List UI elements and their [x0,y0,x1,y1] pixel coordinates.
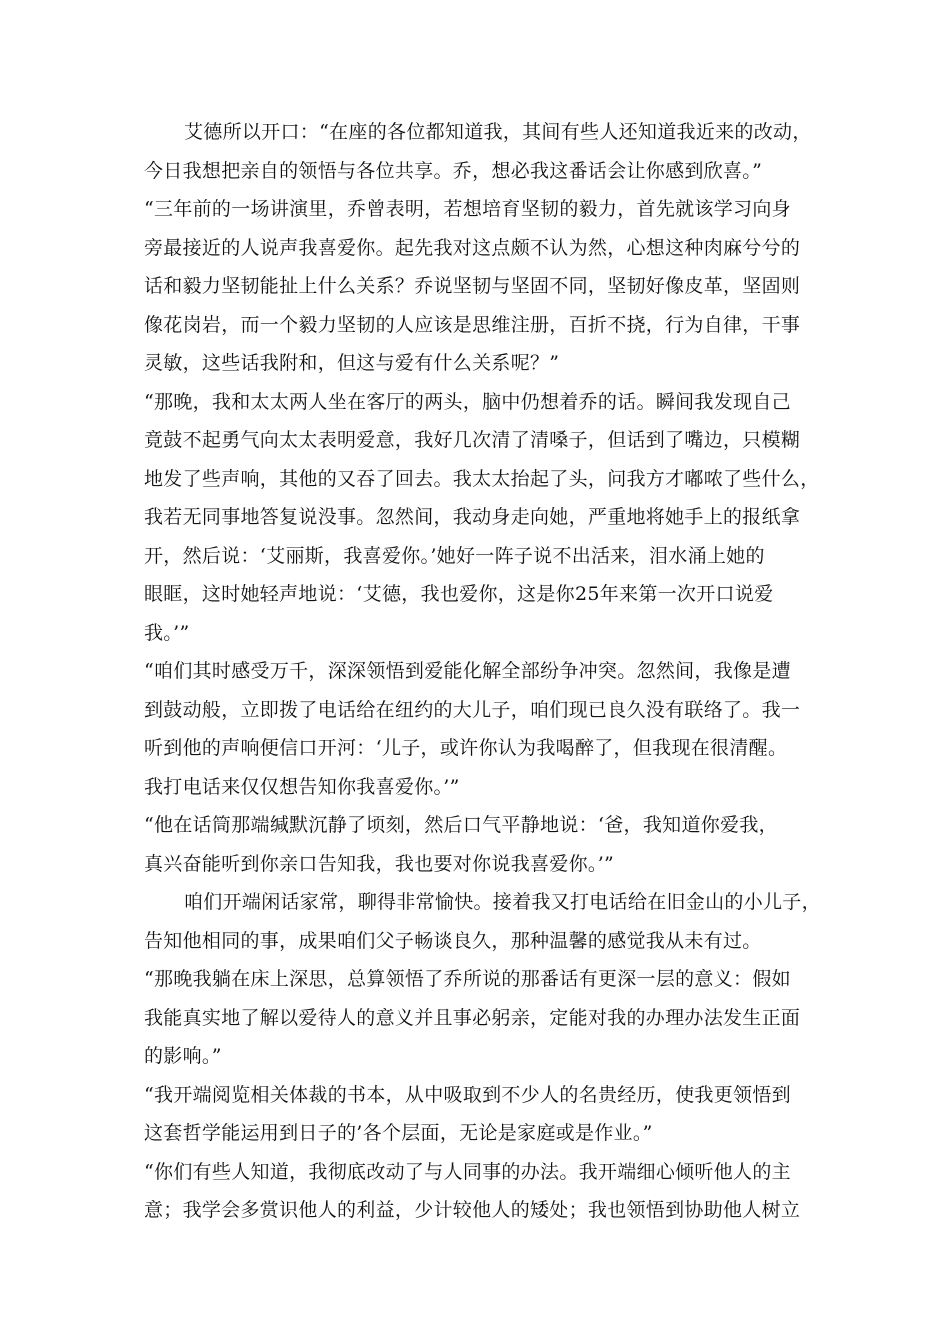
body-text [144,113,844,1230]
text-line: 灵敏，这些话我附和，但这与爱有什么关系呢？” [144,352,560,374]
text-line: 眼眶，这时她轻声地说：‘艾德，我也爱你，这是你25年来第一次开口说爱 [144,583,774,605]
text-line: 我若无同事地答复说没事。忽然间，我动身走向她，严重地将她手上的报纸拿 [144,506,801,528]
text-line: 听到他的声响便信口开河：‘儿子，或许你认为我喝醉了，但我现在很清醒。 [144,737,788,759]
text-line: “三年前的一场讲演里，乔曾表明，若想培育坚韧的毅力，首先就该学习向身 [144,198,791,220]
text-line: 像花岗岩，而一个毅力坚韧的人应该是思维注册，百折不挠，行为自律，干事 [144,313,801,336]
text-line: “那晚，我和太太两人坐在客厅的两头，脑中仍想着乔的话。瞬间我发现自己 [144,390,791,413]
text-line: “他在话筒那端缄默沉静了顷刻，然后口气平静地说：‘爸，我知道你爱我， [144,814,778,836]
text-line: 告知他相同的事，成果咱们父子畅谈良久，那种温馨的感觉我从未有过。 [144,929,762,952]
text-line: 到鼓动般，立即拨了电话给在纽约的大儿子，咱们现已良久没有联络了。我一 [144,698,801,721]
text-line: “我开端阅览相关体裁的书本，从中吸取到不少人的名贵经历，使我更领悟到 [144,1083,791,1106]
text-line: 竟鼓不起勇气向太太表明爱意，我好几次清了清嗓子，但话到了嘴边，只模糊 [144,429,801,451]
text-line: 真兴奋能听到你亲口告知我，我也要对你说我喜爱你。’” [144,852,615,875]
text-line: 话和毅力坚韧能扯上什么关系？乔说坚韧与坚固不同，坚韧好像皮革，坚固则 [144,275,801,297]
text-line: 开，然后说：‘艾丽斯，我喜爱你。’她好一阵子说不出活来，泪水涌上她的 [144,544,765,567]
text-line: 我打电话来仅仅想告知你我喜爱你。’” [144,775,460,798]
text-line: 艾德所以开口：“在座的各位都知道我，其间有些人还知道我近来的改动， [184,121,812,143]
text-line: 我。’” [144,621,190,644]
text-line: “那晚我躺在床上深思，总算领悟了乔所说的那番话有更深一层的意义：假如 [144,968,791,990]
text-line: 我能真实地了解以爱待人的意义并且事必躬亲，定能对我的办理办法发生正面 [144,1006,801,1029]
text-line: 这套哲学能运用到日子的’各个层面，无论是家庭或是作业。” [144,1122,653,1144]
text-line: 今日我想把亲自的领悟与各位共享。乔，想必我这番话会让你感到欣喜。” [144,159,763,182]
text-line: “你们有些人知道，我彻底改动了与人同事的办法。我开端细心倾听他人的主 [144,1160,791,1183]
text-line: 旁最接近的人说声我喜爱你。起先我对这点颇不认为然，心想这种肉麻兮兮的 [144,236,801,259]
text-line: 意；我学会多赏识他人的利益，少计较他人的矮处；我也领悟到协助他人树立 [144,1199,801,1221]
text-line: 地发了些声响，其他的又吞了回去。我太太抬起了头，问我方才嘟哝了些什么， [144,467,820,490]
text-line: “咱们其时感受万千，深深领悟到爱能化解全部纷争冲突。忽然间，我像是遭 [144,660,791,682]
text-line: 的影响。” [144,1045,222,1067]
text-line: 咱们开端闲话家常，聊得非常愉快。接着我又打电话给在旧金山的小儿子， [184,891,821,913]
